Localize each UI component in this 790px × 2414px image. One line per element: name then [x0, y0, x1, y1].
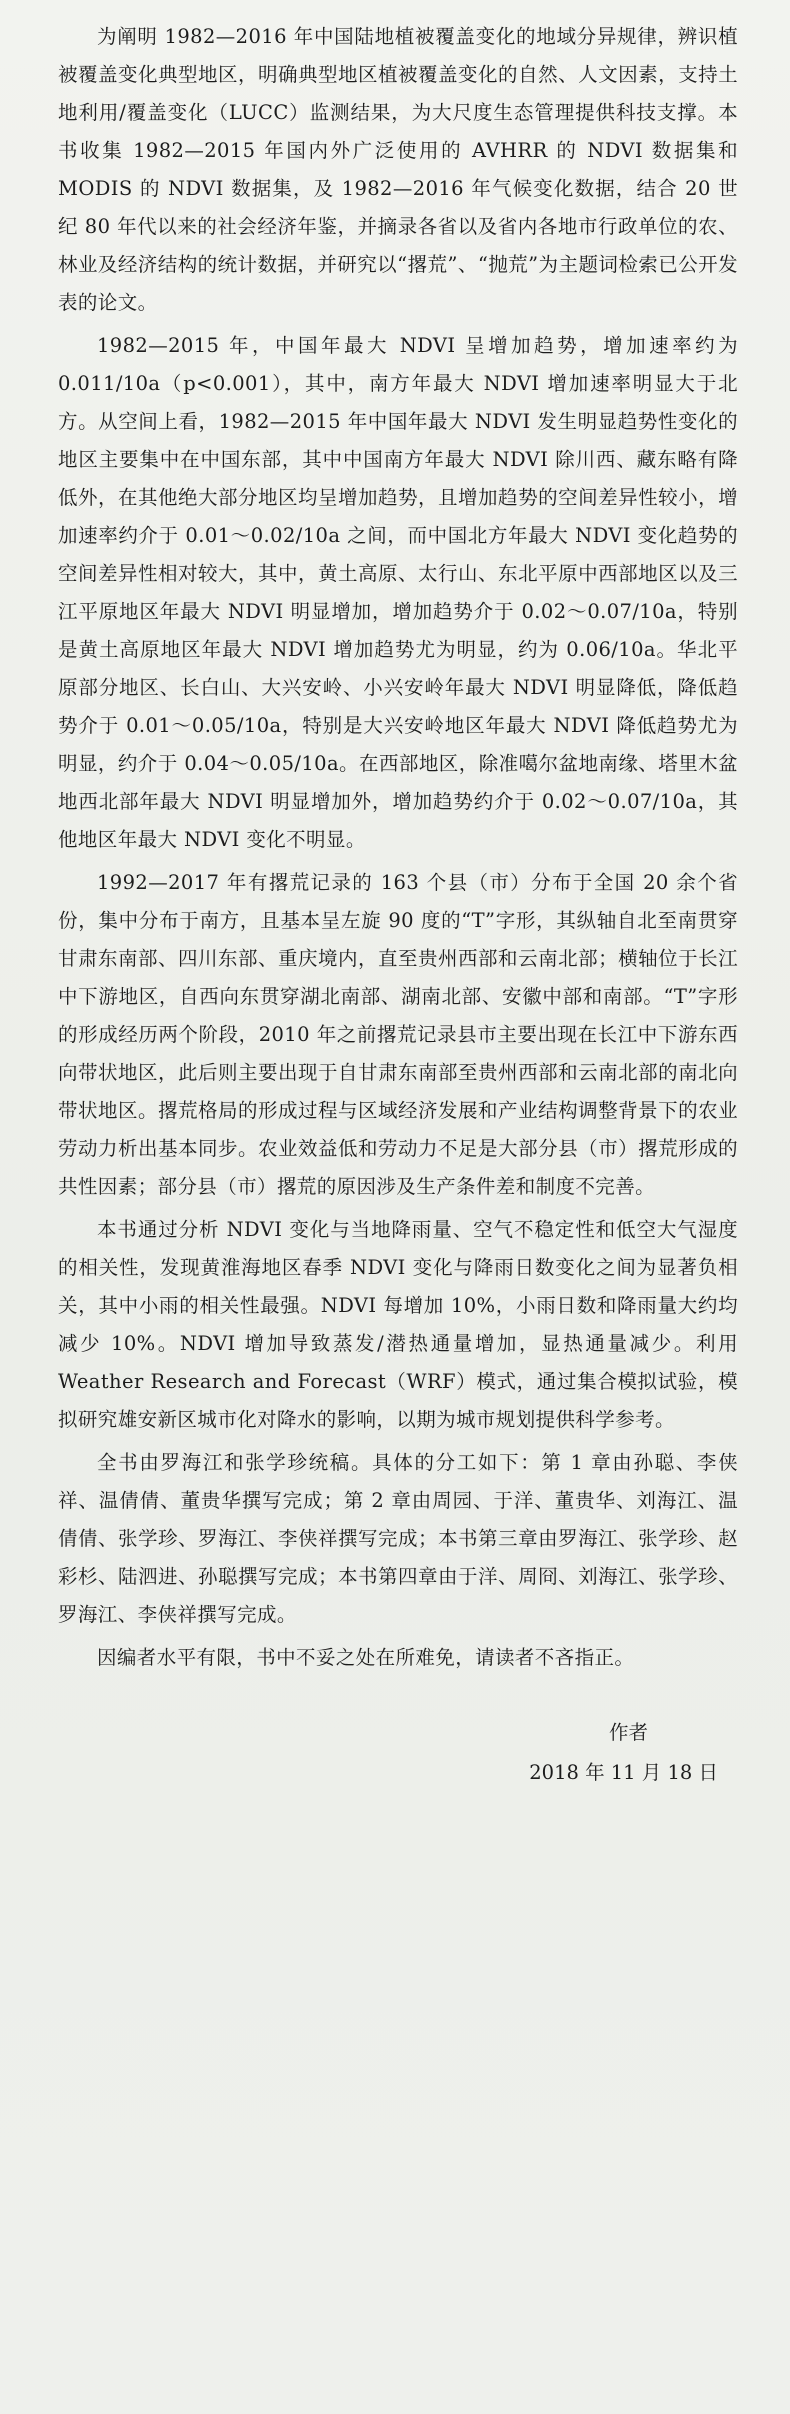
- preface-date: 2018 年 11 月 18 日: [529, 1761, 718, 1784]
- author-signature: 作者: [608, 1721, 648, 1744]
- paragraph-apology: 因编者水平有限，书中不妥之处在所难免，请读者不吝指正。: [97, 1646, 635, 1669]
- preface-body: [58, 18, 738, 1677]
- paragraph-abandonment: 1992—2017 年有撂荒记录的 163 个县（市）分布于全国 20 余个省份，集中分布于南方，且基本呈左旋 90 度的“T”字形，其纵轴自北至南贯穿甘肃东南部、四川东部、重庆境内，直至贵州西部和云南北部；横轴位于长江中下游地区，自西向东贯穿湖北南部、湖南北部、安徽中部和南部。“T”字形的形成经历两个阶段，2010 年之前撂荒记录县市主要出现在长江中下游东西向带状地区，此后则主要出现于自甘肃东南部至贵州西部和云南北部的南北向带状地区。撂荒格局的形成过程与区域经济发展和产业结构调整背景下的农业劳动力析出基本同步。农业效益低和劳动力不足是大部分县（市）撂荒形成的共性因素；部分县（市）撂荒的原因涉及生产条件差和制度不完善。: [58, 871, 738, 1198]
- preface-closing: [58, 1713, 738, 1793]
- paragraph-authorship: 全书由罗海江和张学珍统稿。具体的分工如下：第 1 章由孙聪、李侠祥、温倩倩、董贵华撰写完成；第 2 章由周园、于洋、董贵华、刘海江、温倩倩、张学珍、罗海江、李侠祥撰写完成；本书第三章由罗海江、张学珍、赵彩杉、陆泗进、孙聪撰写完成；本书第四章由于洋、周冏、刘海江、张学珍、罗海江、李侠祥撰写完成。: [58, 1451, 738, 1626]
- paragraph-ndvi-trend: 1982—2015 年，中国年最大 NDVI 呈增加趋势，增加速率约为 0.011/10a（p<0.001），其中，南方年最大 NDVI 增加速率明显大于北方。从空间上看，1982—2015 年中国年最大 NDVI 发生明显趋势性变化的地区主要集中在中国东部，其中中国南方年最大 NDVI 除川西、藏东略有降低外，在其他绝大部分地区均呈增加趋势，且增加趋势的空间差异性较小，增加速率约介于 0.01～0.02/10a 之间，而中国北方年最大 NDVI 变化趋势的空间差异性相对较大，其中，黄土高原、太行山、东北平原中西部地区以及三江平原地区年最大 NDVI 明显增加，增加趋势介于 0.02～0.07/10a，特别是黄土高原地区年最大 NDVI 增加趋势尤为明显，约为 0.06/10a。华北平原部分地区、长白山、大兴安岭、小兴安岭年最大 NDVI 明显降低，降低趋势介于 0.01～0.05/10a，特别是大兴安岭地区年最大 NDVI 降低趋势尤为明显，约介于 0.04～0.05/10a。在西部地区，除准噶尔盆地南缘、塔里木盆地西北部年最大 NDVI 明显增加外，增加趋势约介于 0.02～0.07/10a，其他地区年最大 NDVI 变化不明显。: [58, 334, 738, 851]
- paragraph-purpose: 为阐明 1982—2016 年中国陆地植被覆盖变化的地域分异规律，辨识植被覆盖变化典型地区，明确典型地区植被覆盖变化的自然、人文因素，支持土地利用/覆盖变化（LUCC）监测结果，为大尺度生态管理提供科技支撑。本书收集 1982—2015 年国内外广泛使用的 AVHRR 的 NDVI 数据集和 MODIS 的 NDVI 数据集，及 1982—2016 年气候变化数据，结合 20 世纪 80 年代以来的社会经济年鉴，并摘录各省以及省内各地市行政单位的农、林业及经济结构的统计数据，并研究以“撂荒”、“抛荒”为主题词检索已公开发表的论文。: [58, 25, 738, 314]
- paragraph-rainfall: 本书通过分析 NDVI 变化与当地降雨量、空气不稳定性和低空大气湿度的相关性，发现黄淮海地区春季 NDVI 变化与降雨日数变化之间为显著负相关，其中小雨的相关性最强。NDVI 每增加 10%，小雨日数和降雨量大约均减少 10%。NDVI 增加导致蒸发/潜热通量增加，显热通量减少。利用 Weather Research and Forecast（WRF）模式，通过集合模拟试验，模拟研究雄安新区城市化对降水的影响，以期为城市规划提供科学参考。: [58, 1218, 738, 1431]
